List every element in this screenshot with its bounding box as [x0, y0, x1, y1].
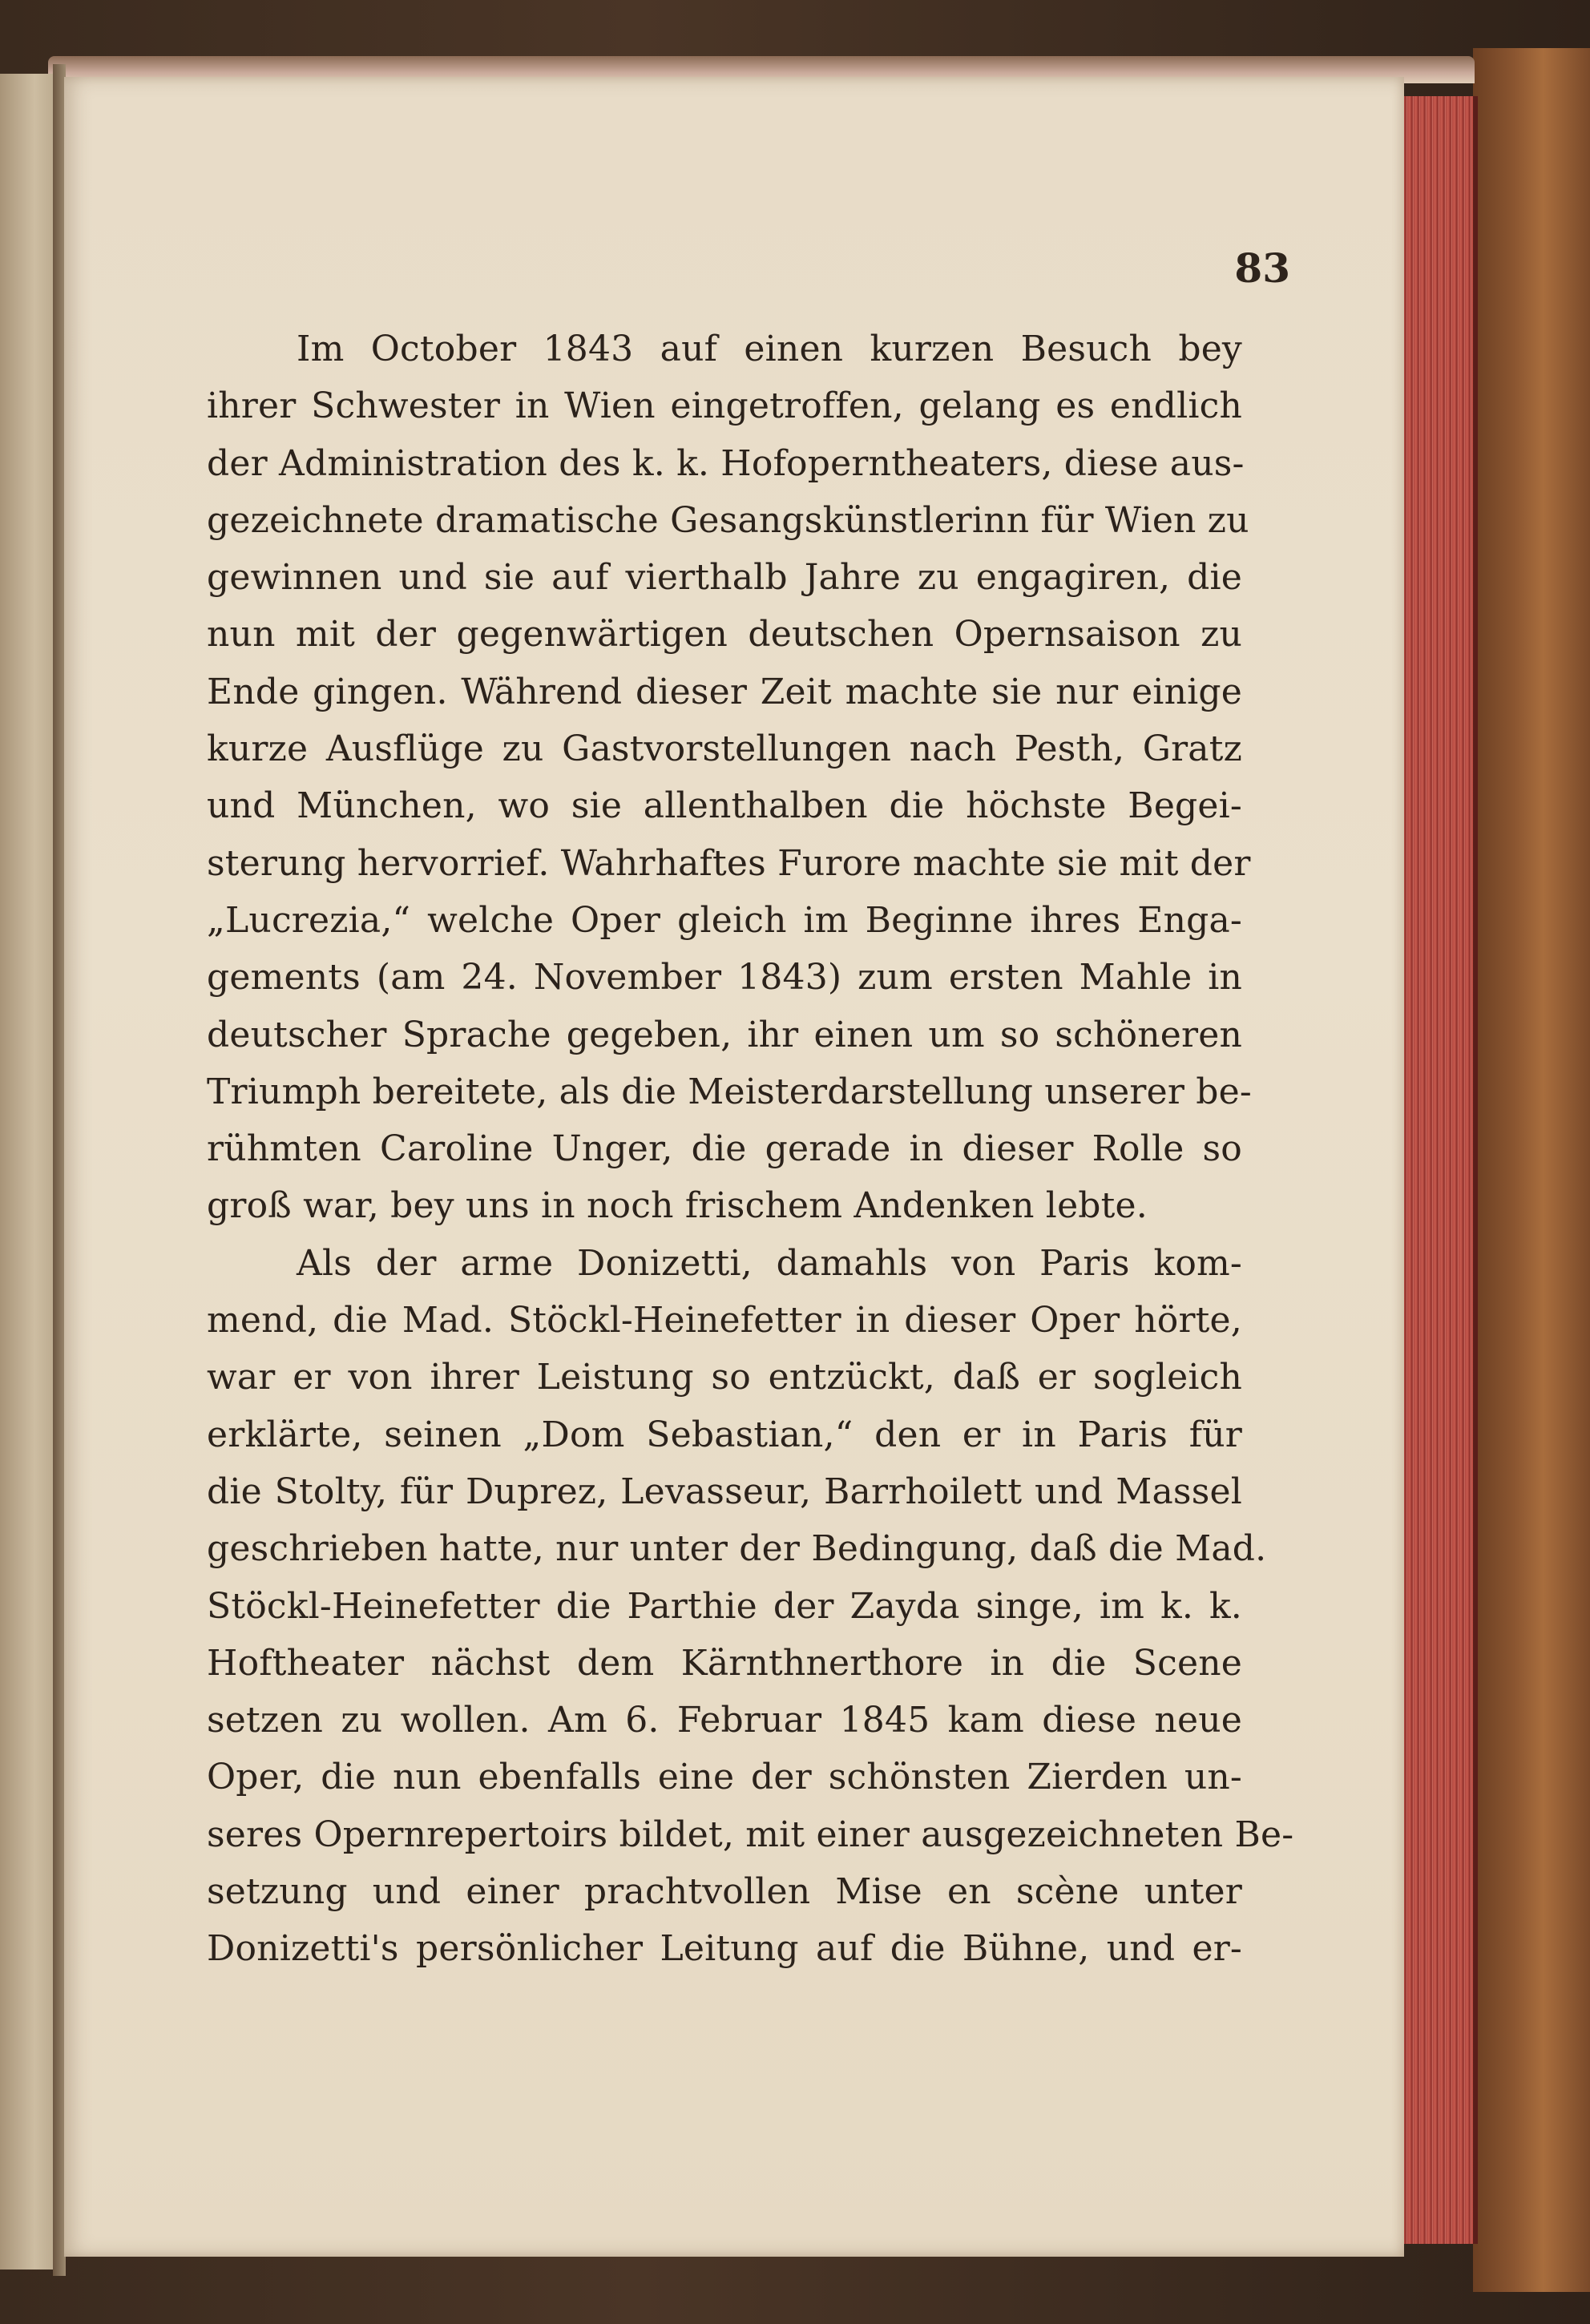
text-line: und München, wo sie allenthalben die höchste Begei-: [207, 785, 1242, 827]
text-line: mend, die Mad. Stöckl-Heinefetter in dieser Oper hörte,: [207, 1300, 1242, 1342]
text-line: Im October 1843 auf einen kurzen Besuch bey: [297, 329, 1242, 369]
text-line: die Stolty, für Duprez, Levasseur, Barrhoilett und Massel: [207, 1471, 1242, 1512]
text-line: Oper, die nun ebenfalls eine der schönsten Zierden un-: [207, 1757, 1242, 1798]
text-line: Stöckl-Heinefetter die Parthie der Zayda singe, im k. k.: [207, 1585, 1242, 1627]
text-line: nun mit der gegenwärtigen deutschen Opernsaison zu: [207, 614, 1242, 656]
text-line: rühmten Caroline Unger, die gerade in dieser Rolle so: [207, 1128, 1242, 1170]
text-line: deutscher Sprache gegeben, ihr einen um so schöneren: [207, 1014, 1242, 1055]
text-line: kurze Ausflüge zu Gastvorstellungen nach Pesth, Gratz: [207, 728, 1242, 770]
text-line: geschrieben hatte, nur unter der Bedingung, daß die Mad.: [207, 1528, 1267, 1570]
page-number: 83: [1234, 244, 1290, 292]
text-line: war er von ihrer Leistung so entzückt, daß er sogleich: [207, 1357, 1242, 1398]
text-line: der Administration des k. k. Hofoperntheaters, diese aus-: [207, 442, 1245, 484]
text-line: gezeichnete dramatische Gesangskünstlerinn für Wien zu: [207, 499, 1249, 541]
page-edges: [1401, 96, 1478, 2244]
text-line: Als der arme Donizetti, damahls von Paris kom-: [297, 1242, 1242, 1284]
text-line: gewinnen und sie auf vierthalb Jahre zu engagiren, die: [207, 557, 1242, 599]
text-line: ihrer Schwester in Wien eingetroffen, gelang es endlich: [207, 385, 1242, 427]
text-line: Donizetti's persönlicher Leitung auf die Bühne, und er-: [207, 1928, 1242, 1970]
text-line: Triumph bereitete, als die Meisterdarstellung unserer be-: [207, 1071, 1252, 1112]
facing-page-edge: [0, 74, 58, 2270]
book-cover: [1473, 48, 1590, 2292]
text-line: sterung hervorrief. Wahrhaftes Furore machte sie mit der: [207, 842, 1251, 884]
text-line: setzen zu wollen. Am 6. Februar 1845 kam diese neue: [207, 1700, 1242, 1741]
text-line: groß war, bey uns in noch frischem Andenken lebte.: [207, 1185, 1148, 1227]
text-line: gements (am 24. November 1843) zum ersten Mahle in: [207, 957, 1242, 999]
body-text: [207, 321, 1294, 1978]
text-line: erklärte, seinen „Dom Sebastian,“ den er in Paris für: [207, 1414, 1242, 1455]
text-line: seres Opernrepertoirs bildet, mit einer ausgezeichneten Be-: [207, 1814, 1294, 1855]
text-line: Ende gingen. Während dieser Zeit machte sie nur einige: [207, 671, 1242, 712]
text-line: Hoftheater nächst dem Kärnthnerthore in die Scene: [207, 1642, 1242, 1684]
text-line: „Lucrezia,“ welche Oper gleich im Beginne ihres Enga-: [207, 899, 1242, 941]
text-line: setzung und einer prachtvollen Mise en scène unter: [207, 1871, 1242, 1913]
